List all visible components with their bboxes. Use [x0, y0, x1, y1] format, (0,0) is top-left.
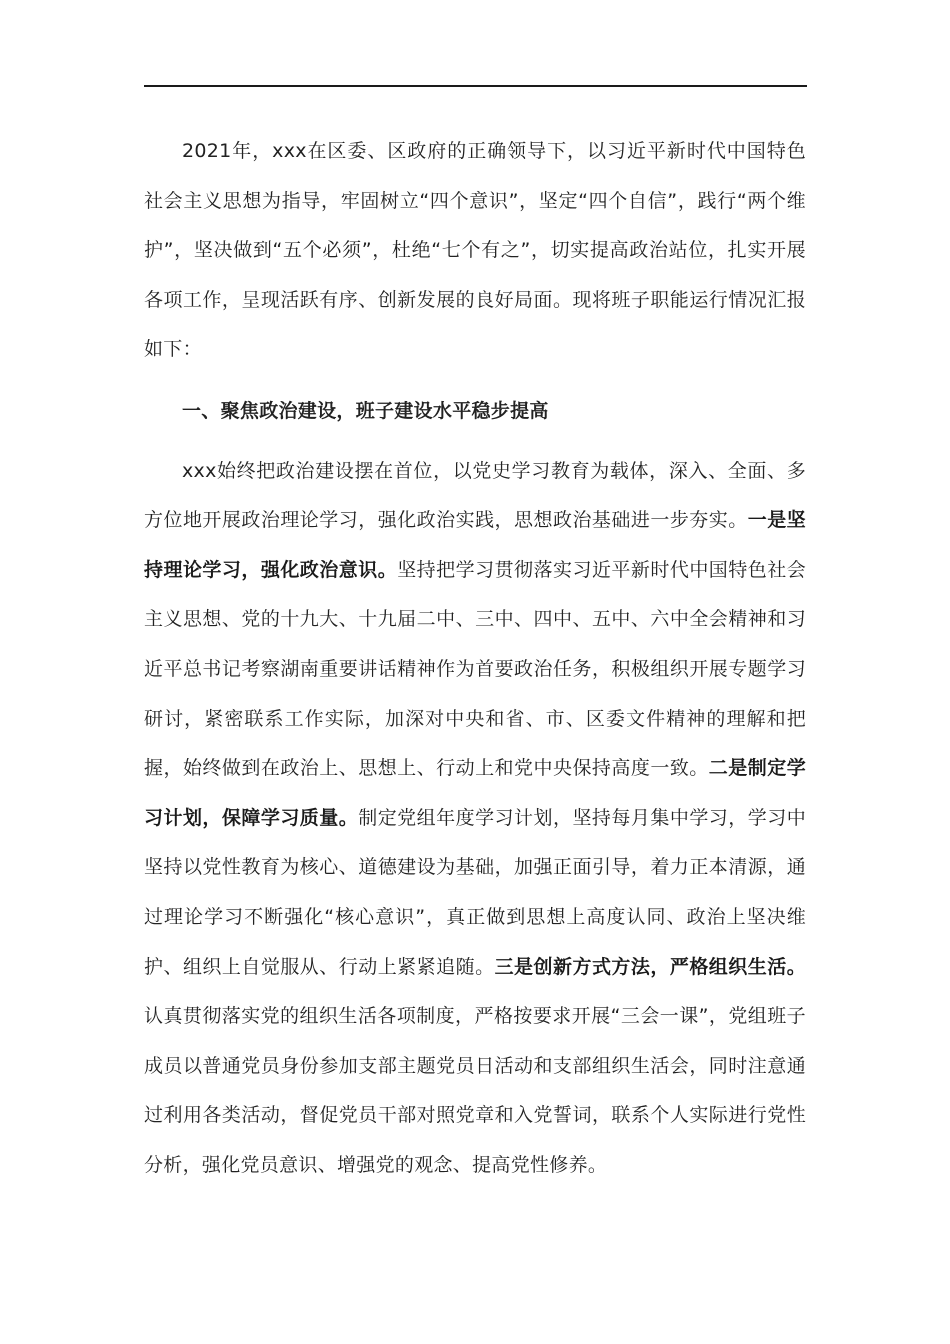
section-paragraph	[144, 447, 806, 1191]
point-heading-2: 二是制定学习计划，保障学习质量。	[144, 757, 806, 829]
paragraph-text: 坚持把学习贯彻落实习近平新时代中国特色社会主义思想、党的十九大、十九届二中、三中、四中、五中、六中全会精神和习近平总书记考察湖南重要讲话精神作为首要政治任务，积极组织开展专题学习研讨，紧密联系工作实际，加深对中央和省、市、区委文件精神的理解和把握，始终做到在政治上、思想上、行动上和党中央保持高度一致。	[144, 558, 806, 780]
paragraph-text: 认真贯彻落实党的组织生活各项制度，严格按要求开展“三会一课”，党组班子成员以普通党员身份参加支部主题党员日活动和支部组织生活会，同时注意通过利用各类活动，督促党员干部对照党章和入党誓词，联系个人实际进行党性分析，强化党员意识、增强党的观念、提高党性修养。	[144, 1005, 806, 1176]
header-divider	[144, 85, 807, 87]
paragraph-text: 制定党组年度学习计划，坚持每月集中学习，学习中坚持以党性教育为核心、道德建设为基础，加强正面引导，着力正本清源，通过理论学习不断强化“核心意识”，真正做到思想上高度认同、政治上坚决维护、组织上自觉服从、行动上紧紧追随。	[144, 806, 806, 978]
point-heading-1: 一是坚持理论学习，强化政治意识。	[144, 509, 806, 581]
document-body	[144, 127, 806, 1190]
paragraph-text: xxx始终把政治建设摆在首位，以党史学习教育为载体，深入、全面、多方位地开展政治理论学习，强化政治实践，思想政治基础进一步夯实。	[144, 459, 806, 532]
section-heading: 一、聚焦政治建设，班子建设水平稳步提高	[182, 399, 549, 422]
point-heading-3: 三是创新方式方法，严格组织生活。	[494, 955, 806, 978]
intro-paragraph: 2021年，xxx在区委、区政府的正确领导下，以习近平新时代中国特色社会主义思想为指导，牢固树立“四个意识”，坚定“四个自信”，践行“两个维护”，坚决做到“五个必须”，杜绝“七个有之”，切实提高政治站位，扎实开展各项工作，呈现活跃有序、创新发展的良好局面。现将班子职能运行情况汇报如下：	[144, 140, 806, 361]
